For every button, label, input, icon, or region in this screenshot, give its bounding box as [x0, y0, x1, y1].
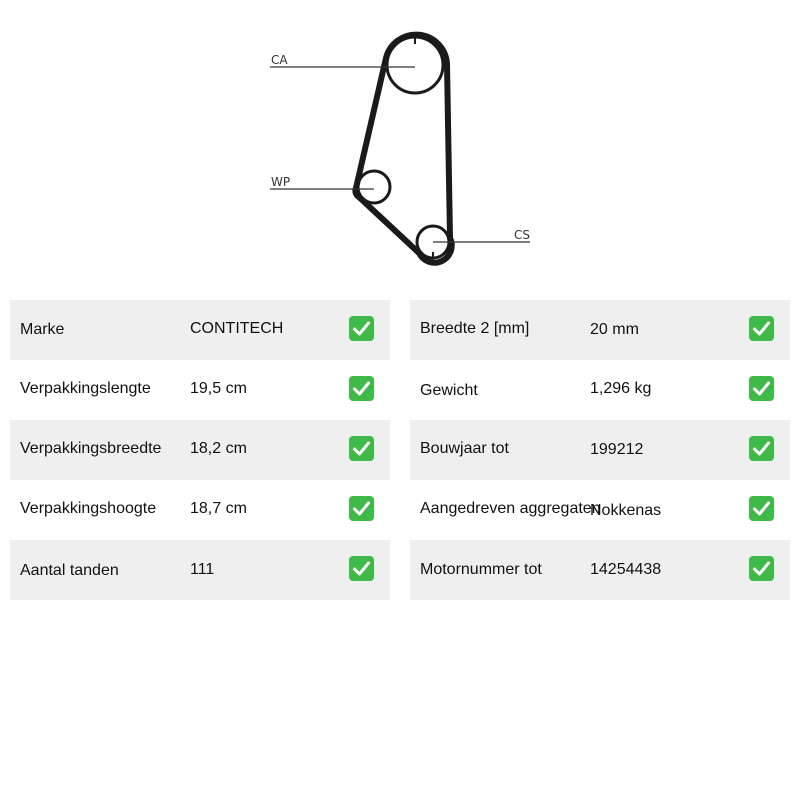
spec-value: 14254438: [590, 561, 662, 578]
label-ca: CA: [271, 53, 288, 67]
camshaft-pulley: [387, 37, 443, 93]
spec-row: [10, 480, 390, 540]
spec-label: Aantal tanden: [20, 562, 119, 579]
spec-label: Breedte 2 [mm]: [420, 320, 530, 337]
check-icon: [349, 496, 374, 521]
specs-table-left: [10, 300, 390, 600]
spec-label: Verpakkingsbreedte: [20, 440, 162, 457]
spec-value: CONTITECH: [190, 320, 284, 337]
spec-label: Bouwjaar tot: [420, 440, 509, 457]
water-pump-pulley: [358, 171, 390, 203]
spec-row: [10, 420, 390, 480]
check-icon: [349, 556, 374, 581]
check-icon: [749, 556, 774, 581]
label-cs: CS: [514, 228, 530, 242]
spec-label: Motornummer tot: [420, 561, 542, 578]
label-wp: WP: [271, 175, 291, 189]
check-icon: [749, 376, 774, 401]
specs-table-right: [410, 300, 790, 600]
spec-row: [410, 300, 790, 360]
spec-row: [410, 540, 790, 600]
spec-value: 20 mm: [590, 321, 639, 338]
spec-row: [410, 360, 790, 420]
spec-label: Verpakkingslengte: [20, 380, 151, 397]
check-icon: [749, 316, 774, 341]
spec-value: 19,5 cm: [190, 380, 247, 397]
spec-value: Nokkenas: [590, 502, 662, 519]
spec-row: [10, 360, 390, 420]
belt-path: [355, 35, 451, 263]
spec-row: [410, 480, 790, 540]
spec-row: [10, 540, 390, 600]
spec-value: 18,2 cm: [190, 440, 247, 457]
spec-label: Marke: [20, 321, 65, 338]
timing-belt-diagram: [0, 0, 800, 290]
check-icon: [749, 496, 774, 521]
spec-row: [410, 420, 790, 480]
check-icon: [749, 436, 774, 461]
spec-value: 1,296 kg: [590, 380, 652, 397]
spec-label: Gewicht: [420, 382, 478, 399]
check-icon: [349, 316, 374, 341]
spec-label: Verpakkingshoogte: [20, 500, 157, 517]
spec-value: 199212: [590, 441, 644, 458]
spec-value: 18,7 cm: [190, 500, 247, 517]
spec-label: Aangedreven aggregaten: [420, 500, 601, 517]
check-icon: [349, 436, 374, 461]
spec-row: [10, 300, 390, 360]
spec-value: 111: [190, 561, 215, 578]
check-icon: [349, 376, 374, 401]
